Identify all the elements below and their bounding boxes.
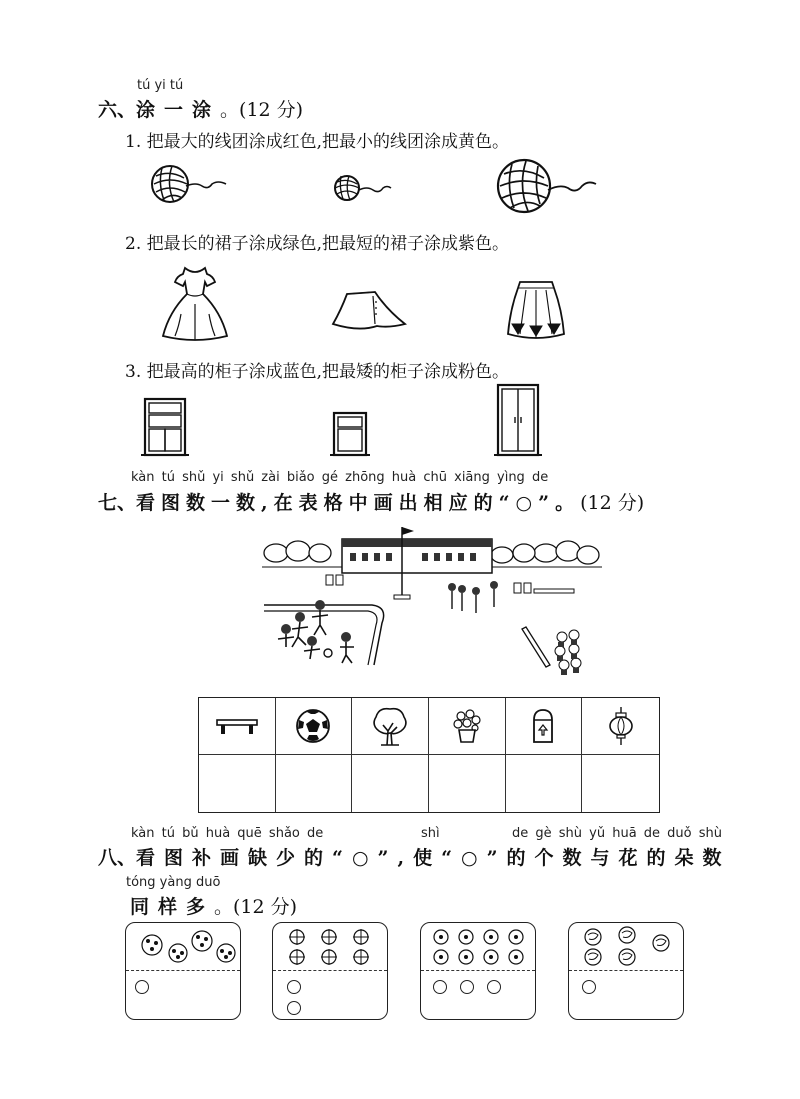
section7-number: 七、 [98,492,137,514]
long-dress-icon [161,264,229,342]
table-answer-bin[interactable] [506,755,583,812]
table-header-ball [276,698,353,755]
answer-circle [433,980,447,994]
section7-score: (12 分) [580,492,645,514]
section8-heading-line2 [130,892,297,919]
table-header-lantern [582,698,659,755]
flower-box-1 [125,922,241,1020]
section7-pinyin: kàn tú shǔ yi shǔ zài biǎo gé zhōng huà chū xiāng yìng de [131,470,549,485]
short-cabinet-icon [330,411,370,459]
section7-heading [98,488,644,515]
divider-line [421,970,535,971]
table-answer-bench[interactable] [199,755,276,812]
section8-score: 。(12 分) [214,896,298,918]
lantern-icon [607,706,635,746]
medium-cabinet-icon [139,397,191,459]
section6-q3: 3. 把最高的柜子涂成蓝色,把最矮的柜子涂成粉色。 [125,362,510,382]
section8-number: 八、 [98,847,137,869]
section8-pinyin2: shì [421,826,440,841]
section6-title: 涂一涂 [136,99,221,121]
answer-circle [287,1001,301,1015]
section8-pinyin3: de gè shù yǔ huā de duǒ shù [512,826,723,841]
tall-cabinet-icon [494,383,542,459]
section6-q2: 2. 把最长的裙子涂成绿色,把最短的裙子涂成紫色。 [125,234,510,254]
short-skirt-icon [329,290,407,332]
section8-title2: 同样多 [130,896,215,918]
answer-circle [287,980,301,994]
section8-heading [98,843,731,870]
yarn-ball-medium-icon [150,162,230,206]
flower-box-4 [568,922,684,1020]
section6-pinyin: tú yi tú [137,78,184,93]
table-header-tree [352,698,429,755]
divider-line [126,970,240,971]
section6-q1: 1. 把最大的线团涂成红色,把最小的线团涂成黄色。 [125,132,510,152]
soccer-ball-icon [295,708,331,744]
bench-icon [215,716,259,736]
flower-group-1 [126,923,242,969]
section6-heading [98,95,303,122]
section8-pinyin1: kàn tú bǔ huà quē shǎo de [131,826,324,841]
table-answer-flower[interactable] [429,755,506,812]
flower-group-4 [569,923,685,969]
table-header-flower [429,698,506,755]
flower-box-2 [272,922,388,1020]
table-answer-tree[interactable] [352,755,429,812]
answer-circle [135,980,149,994]
section7-title: 看图数一数,在表格中画出相应的“○”。 [136,492,581,514]
flower-box-3 [420,922,536,1020]
flower-group-2 [273,923,389,969]
medium-skirt-icon [506,278,566,342]
flower-group-3 [421,923,537,969]
divider-line [569,970,683,971]
table-answer-ball[interactable] [276,755,353,812]
table-answer-lantern[interactable] [582,755,659,812]
yarn-ball-large-icon [496,156,600,216]
flower-pot-icon [452,708,482,744]
table-header-bin [506,698,583,755]
section8-title: 看图补画缺少的“○”,使“○”的个数与花的朵数 [136,847,731,869]
divider-line [273,970,387,971]
trash-bin-icon [531,708,555,744]
section8-pinyin4: tóng yàng duō [126,875,221,890]
playground-scene [262,525,602,685]
answer-circle [582,980,596,994]
count-table [198,697,660,813]
section6-number: 六、 [98,99,137,121]
answer-circle [460,980,474,994]
section6-score: 。(12 分) [220,99,304,121]
yarn-ball-small-icon [333,172,393,206]
tree-icon [371,705,409,747]
table-header-bench [199,698,276,755]
answer-circle [487,980,501,994]
